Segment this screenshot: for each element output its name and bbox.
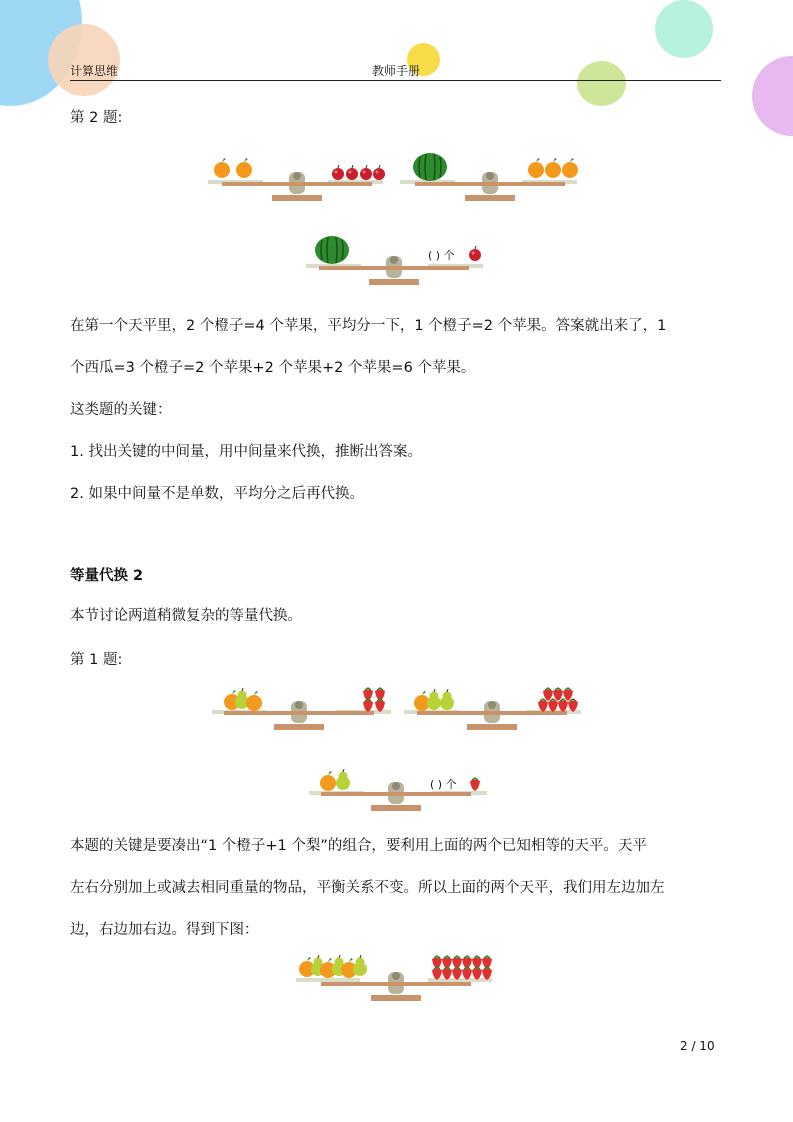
q2-tip-1: 1. 找出关键的中间量，用中间量来代换，推断出答案。 <box>70 444 422 460</box>
q2-key-heading: 这类题的关键： <box>70 402 172 418</box>
orange-icon <box>236 158 252 178</box>
pear-icon <box>336 769 350 790</box>
balance-4 <box>212 688 391 730</box>
q2-title: 第 2 题: <box>70 110 123 126</box>
apple-icon <box>360 165 372 180</box>
pear-icon <box>427 689 441 710</box>
q2-para-line2: 个西瓜=3 个橙子=2 个苹果+2 个苹果+2 个苹果=6 个苹果。 <box>70 360 476 376</box>
watermelon-icon <box>413 153 447 181</box>
balance-6 <box>309 769 487 811</box>
s2-para-line3: 边，右边加右边。得到下图： <box>70 922 259 938</box>
strawberry-icon <box>553 688 563 701</box>
watermelon-icon <box>315 236 349 264</box>
pan-left <box>296 978 360 982</box>
q2-answer-blank: ( ) 个 <box>428 249 455 262</box>
q2-para-line1: 在第一个天平里，2 个橙子=4 个苹果，平均分一下，1 个橙子=2 个苹果。答案就出来了，1 <box>70 318 667 334</box>
orange-icon <box>214 158 230 178</box>
orange-icon <box>528 158 544 178</box>
header-left: 计算思维 <box>70 64 119 78</box>
strawberry-icon <box>543 688 553 701</box>
orange-icon <box>320 771 336 791</box>
balance-2 <box>400 153 578 201</box>
balance-1 <box>208 158 385 201</box>
s2-para-line2: 左右分别加上或减去相同重量的物品，平衡关系不变。所以上面的两个天平，我们用左边加左 <box>70 880 665 896</box>
balance-5 <box>404 688 581 730</box>
page-number: 2 / 10 <box>680 1039 715 1053</box>
apple-icon <box>332 165 344 180</box>
s2-para-line1: 本题的关键是要凑出“1 个橙子+1 个梨”的组合，要利用上面的两个已知相等的天平。天平 <box>70 838 647 854</box>
strawberry-icon <box>470 778 480 791</box>
balance-3 <box>306 236 483 285</box>
s2-q1-answer-blank: ( ) 个 <box>430 778 457 791</box>
strawberry-icon <box>563 688 573 701</box>
orange-icon <box>246 691 262 711</box>
apple-icon <box>469 246 481 261</box>
apple-icon <box>346 165 358 180</box>
s2-q1-title: 第 1 题: <box>70 652 123 668</box>
balance-combined <box>296 955 492 1001</box>
orange-icon <box>562 158 578 178</box>
q2-tip-2: 2. 如果中间量不是单数，平均分之后再代换。 <box>70 486 364 502</box>
section-intro: 本节讨论两道稍微复杂的等量代换。 <box>70 608 302 624</box>
orange-icon <box>545 158 561 178</box>
header-center: 教师手册 <box>372 64 421 78</box>
pear-icon <box>353 955 367 976</box>
apple-icon <box>373 165 385 180</box>
pear-icon <box>440 689 454 710</box>
section-heading: 等量代换 2 <box>70 568 144 584</box>
